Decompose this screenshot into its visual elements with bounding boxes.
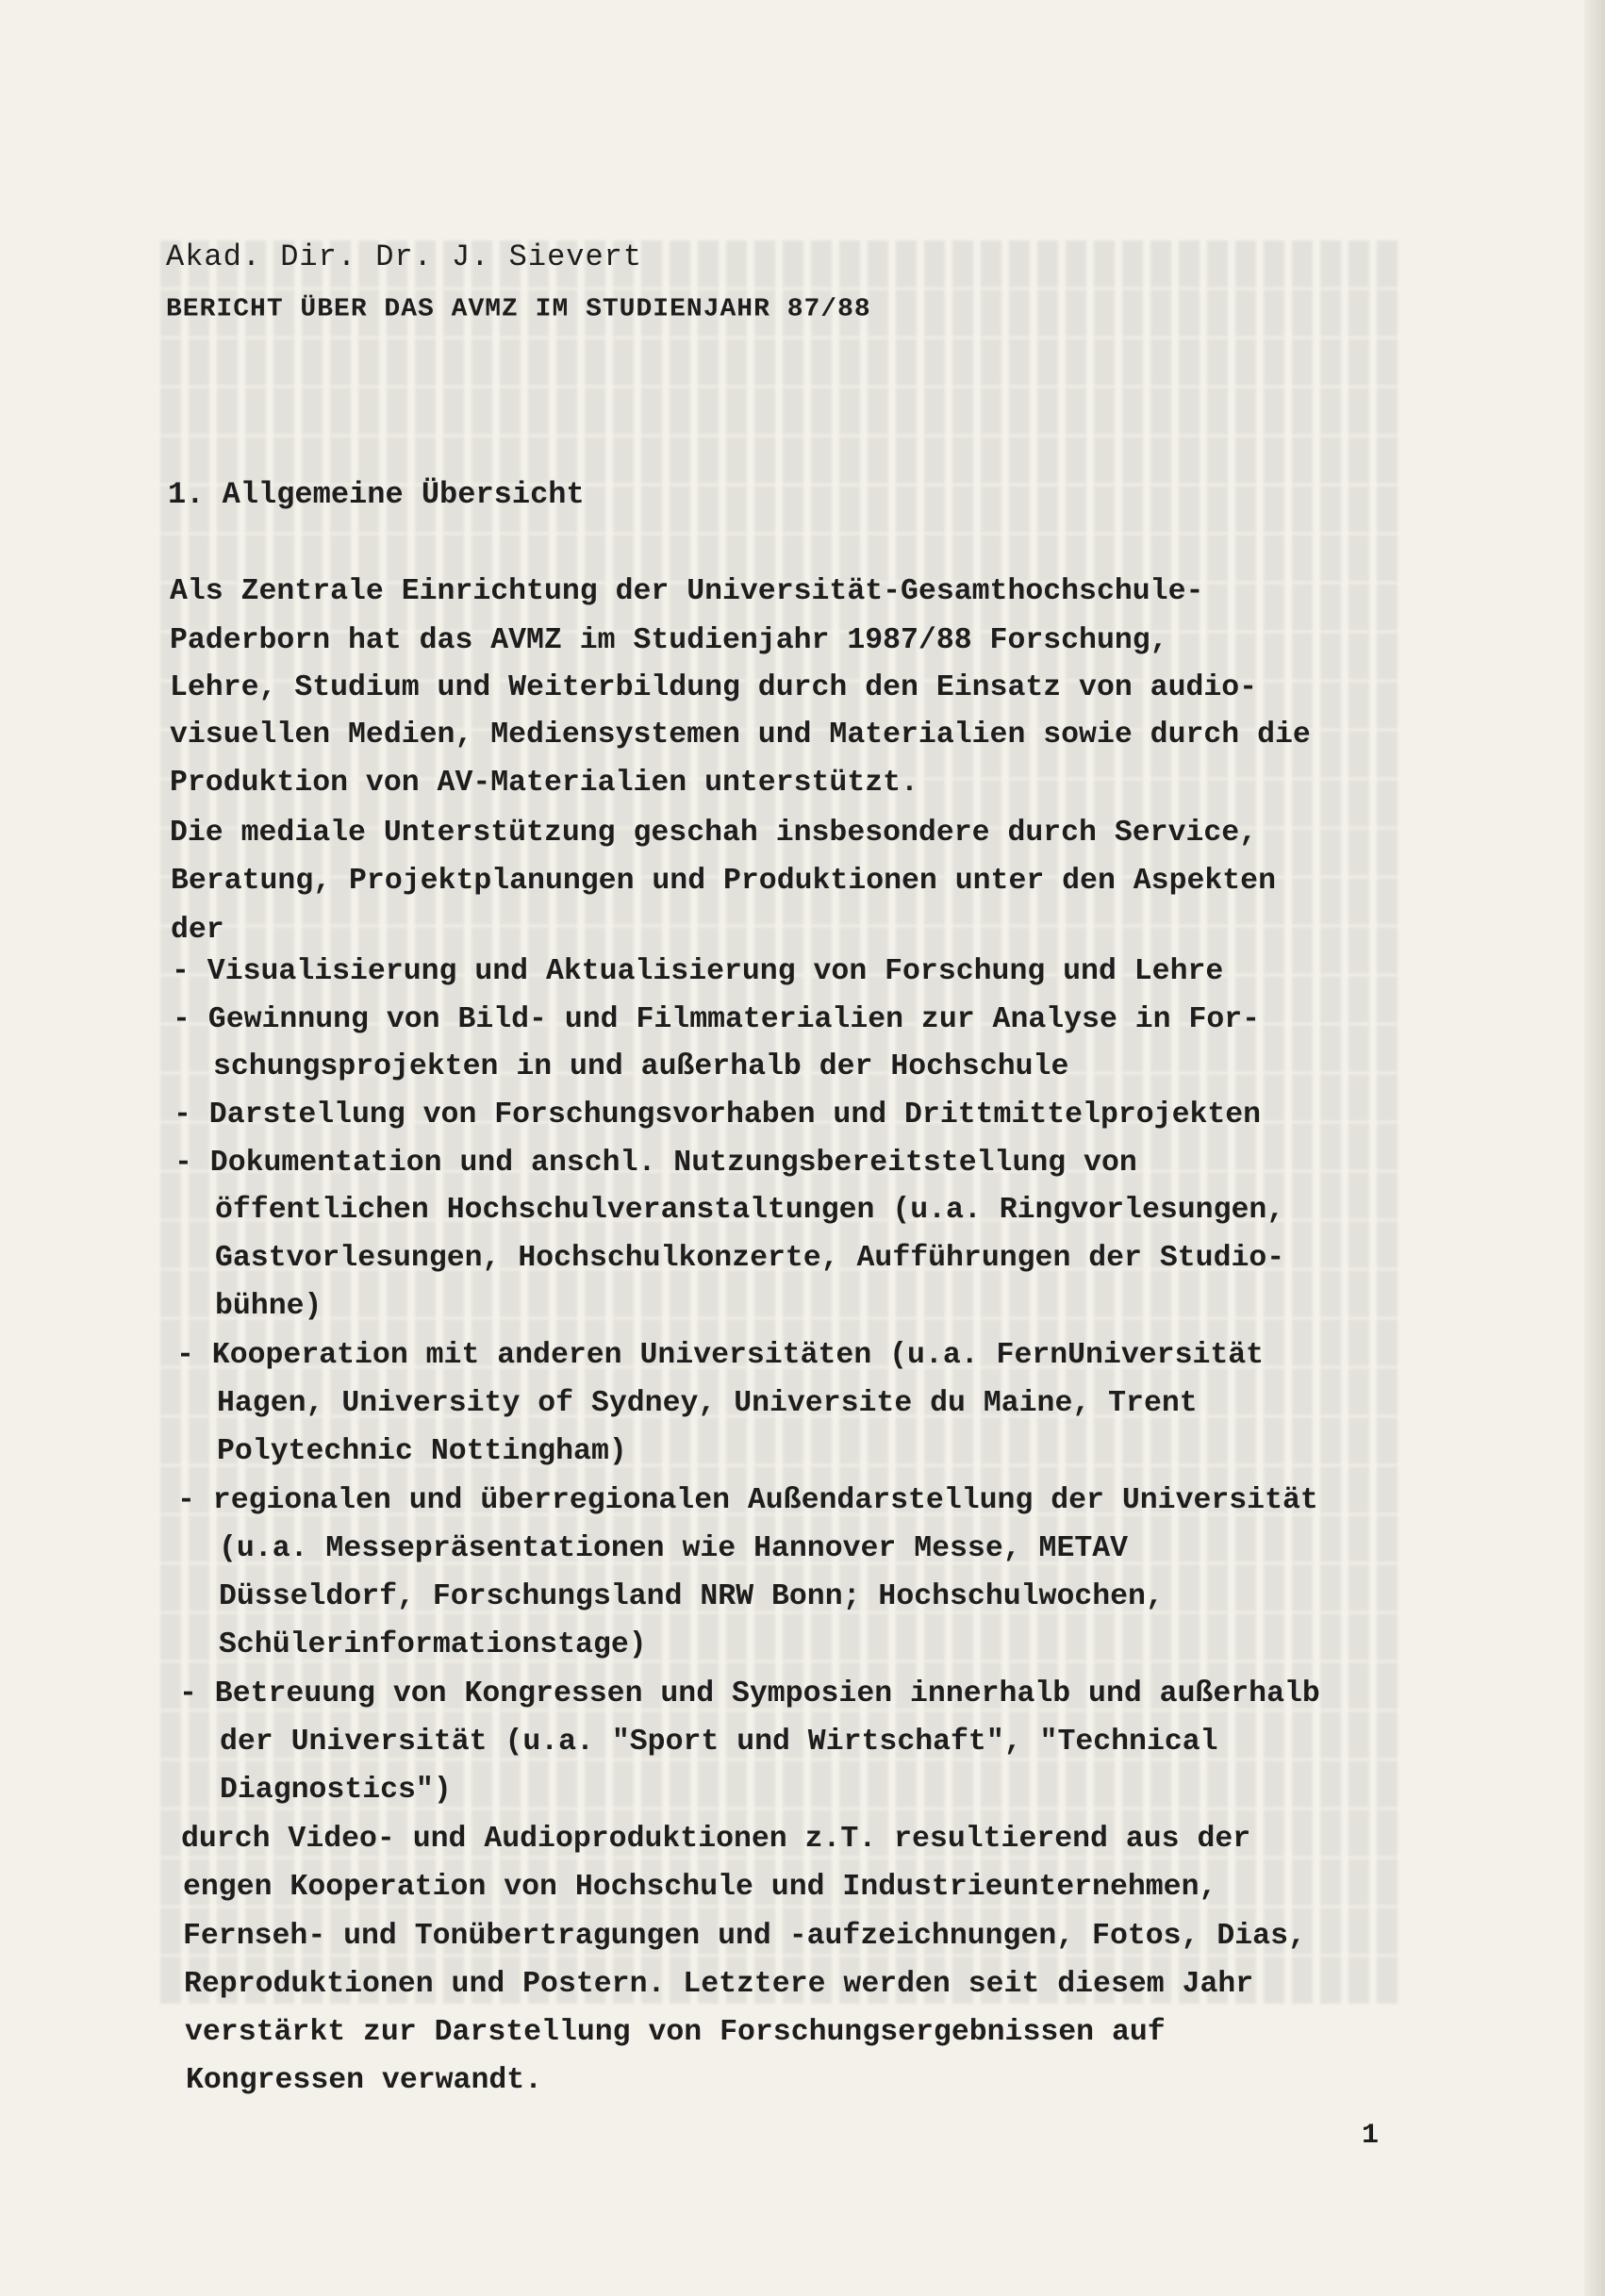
author-line: Akad. Dir. Dr. J. Sievert xyxy=(166,240,643,274)
text-line: Paderborn hat das AVMZ im Studienjahr 1987/88 Forschung, xyxy=(170,624,1168,657)
text-line: engen Kooperation von Hochschule und Industrieunternehmen, xyxy=(183,1871,1217,1904)
text-line: der xyxy=(171,914,224,947)
list-item: - Dokumentation und anschl. Nutzungsbereitstellung von xyxy=(174,1147,1137,1180)
list-item-continuation: schungsprojekten in und außerhalb der Hochschule xyxy=(213,1050,1069,1083)
list-item-continuation: (u.a. Messepräsentationen wie Hannover Messe, METAV xyxy=(219,1532,1129,1565)
list-item: - regionalen und überregionalen Außendarstellung der Universität xyxy=(177,1484,1318,1517)
text-line: Kongressen verwandt. xyxy=(186,2064,543,2097)
text-line: Die mediale Unterstützung geschah insbesondere durch Service, xyxy=(170,817,1258,850)
list-item-continuation: Schülerinformationstage) xyxy=(219,1628,647,1661)
section-heading: 1. Allgemeine Übersicht xyxy=(168,477,585,512)
text-line: Lehre, Studium und Weiterbildung durch den Einsatz von audio- xyxy=(170,671,1258,704)
list-item-continuation: Hagen, University of Sydney, Universite du Maine, Trent xyxy=(217,1387,1198,1420)
text-line: Als Zentrale Einrichtung der Universität-Gesamthochschule- xyxy=(170,575,1204,608)
list-item-continuation: öffentlichen Hochschulveranstaltungen (u.a. Ringvorlesungen, xyxy=(215,1194,1285,1227)
list-item-continuation: Düsseldorf, Forschungsland NRW Bonn; Hochschulwochen, xyxy=(219,1580,1164,1613)
list-item: - Betreuung von Kongressen und Symposien innerhalb und außerhalb xyxy=(179,1677,1320,1710)
text-line: Produktion von AV-Materialien unterstützt. xyxy=(170,767,918,800)
page-edge xyxy=(1584,0,1605,2296)
text-line: visuellen Medien, Mediensystemen und Materialien sowie durch die xyxy=(170,719,1311,752)
list-item-continuation: Gastvorlesungen, Hochschulkonzerte, Aufführungen der Studio- xyxy=(215,1242,1285,1275)
text-line: verstärkt zur Darstellung von Forschungsergebnissen auf xyxy=(185,2016,1166,2049)
page-number: 1 xyxy=(1362,2120,1380,2152)
text-line: Beratung, Projektplanungen und Produktionen unter den Aspekten xyxy=(171,865,1276,898)
report-title: BERICHT ÜBER DAS AVMZ IM STUDIENJAHR 87/88 xyxy=(166,295,871,324)
list-item-continuation: Diagnostics") xyxy=(220,1774,452,1807)
text-line: Reproduktionen und Postern. Letztere werden seit diesem Jahr xyxy=(184,1968,1254,2001)
list-item: - Gewinnung von Bild- und Filmmaterialien zur Analyse in For- xyxy=(173,1003,1261,1036)
text-line: durch Video- und Audioproduktionen z.T. resultierend aus der xyxy=(181,1823,1251,1856)
list-item-continuation: der Universität (u.a. "Sport und Wirtschaft", "Technical xyxy=(220,1726,1218,1759)
list-item: - Visualisierung und Aktualisierung von Forschung und Lehre xyxy=(172,955,1224,988)
list-item: - Kooperation mit anderen Universitäten (u.a. FernUniversität xyxy=(176,1339,1265,1372)
text-line: Fernseh- und Tonübertragungen und -aufzeichnungen, Fotos, Dias, xyxy=(183,1920,1306,1953)
list-item: - Darstellung von Forschungsvorhaben und Drittmittelprojekten xyxy=(174,1098,1262,1131)
list-item-continuation: Polytechnic Nottingham) xyxy=(217,1435,627,1468)
list-item-continuation: bühne) xyxy=(215,1290,323,1323)
